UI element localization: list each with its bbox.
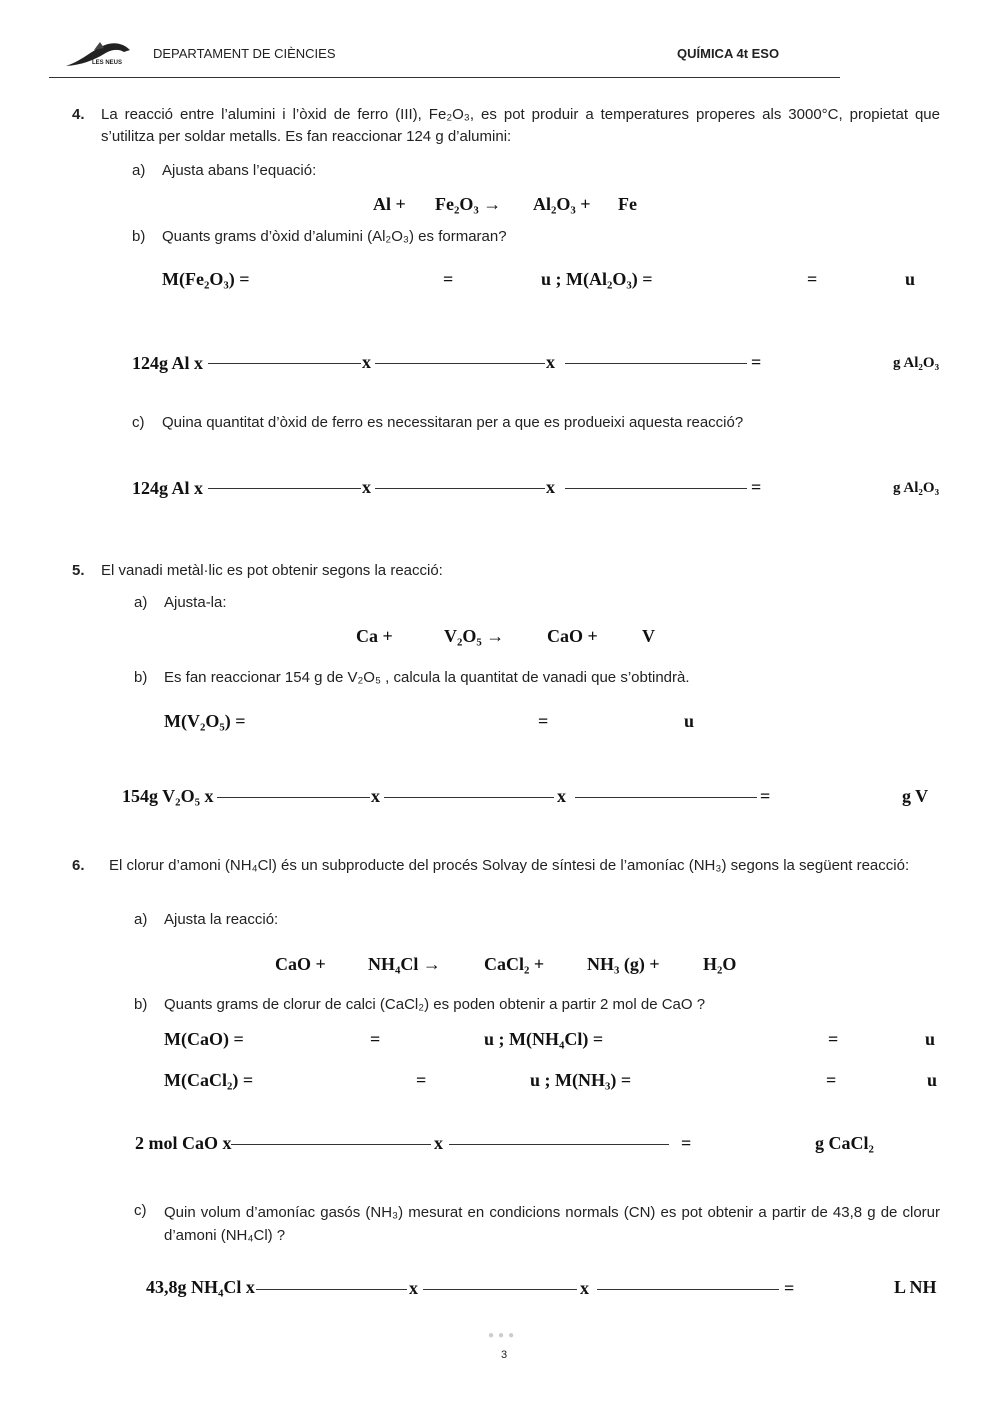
q4c-blank-1[interactable] [208, 488, 361, 489]
q4c-times-2: x [546, 477, 555, 497]
q5b-marker: b) [134, 669, 148, 686]
q4c-blank-2[interactable] [375, 488, 545, 489]
q4b-equals: = [751, 352, 762, 372]
q6c-times-2: x [580, 1278, 589, 1298]
q5-number: 5. [72, 562, 85, 579]
course-name: QUÍMICA 4t ESO [677, 46, 780, 61]
q6b-blank-1[interactable] [231, 1144, 431, 1145]
q4-molar-mass-2: u ; M(Al₂O₃) = [541, 269, 653, 289]
q4-intro: La reacció entre l’alumini i l’òxid de ferro (III), Fe₂O₃, es pot produir a temperatures properes als 3000°C, propietat que s’utilitza per soldar metalls. Es fan reaccionar 124 g d’alumini: [101, 106, 940, 145]
q6-molar2-mass-2: u ; M(NH₃) = [530, 1070, 632, 1090]
q5a-marker: a) [134, 594, 148, 611]
q4c-text: Quina quantitat d’òxid de ferro es necessitaran per a que es produeixi aquesta reacció? [162, 414, 744, 431]
q4c-equals: = [751, 477, 762, 497]
q4-molar-unit: u [905, 269, 916, 289]
q4b-blank-2[interactable] [375, 363, 545, 364]
q4c-times-1: x [362, 477, 371, 497]
department-name: DEPARTAMENT DE CIÈNCIES [153, 46, 336, 61]
more-dots-icon[interactable]: ●●● [488, 1330, 519, 1341]
q6c-times-1: x [409, 1278, 418, 1298]
q6b-blank-2[interactable] [449, 1144, 669, 1145]
q4-eq-term: Al + [373, 194, 406, 214]
q4-eq-term: Al₂O₃ + [533, 194, 591, 214]
q6b-calc-start: 2 mol CaO x [135, 1133, 232, 1153]
q6-eq-term: CaCl₂ + [484, 954, 545, 974]
q5-molar-mass: M(V₂O₅) = [164, 711, 246, 731]
q4a-text: Ajusta abans l’equació: [162, 162, 317, 179]
q6b-equals: = [681, 1133, 692, 1153]
q5-eq-term: Ca + [356, 626, 393, 646]
q6-molar2-equals: = [416, 1070, 427, 1090]
q4b-calc-start: 124g Al x [132, 353, 204, 373]
q4-molar-mass-1: M(Fe₂O₃) = [162, 269, 250, 289]
q5-calc-start: 154g V₂O₅ x [122, 786, 214, 806]
q6-molar2-mass: M(CaCl₂) = [164, 1070, 254, 1090]
q6c-blank-1[interactable] [256, 1289, 407, 1290]
q4b-times-2: x [546, 352, 555, 372]
q6-eq-term: H₂O [703, 954, 737, 974]
q6c-result-unit: L NH [894, 1277, 937, 1297]
q4c-calc-start: 124g Al x [132, 478, 204, 498]
q6a-marker: a) [134, 911, 148, 928]
q6c-blank-2[interactable] [423, 1289, 577, 1290]
q6-eq-term: NH₃ (g) + [587, 954, 660, 974]
q5-intro: El vanadi metàl·lic es pot obtenir segons la reacció: [101, 562, 443, 579]
q4b-times-1: x [362, 352, 371, 372]
q6-eq-term: CaO + [275, 954, 326, 974]
q4c-result-unit: g Al₂O₃ [893, 480, 940, 496]
logo-text: LES NEUS [92, 60, 123, 66]
q6c-text: Quin volum d’amoníac gasós (NH₃) mesurat en condicions normals (CN) es pot obtenir a partir de 43,8 g de clorur d’amoni (NH₄Cl) ? [164, 1204, 940, 1244]
header-divider [49, 77, 840, 78]
q5-times-2: x [557, 786, 566, 806]
q6b-text: Quants grams de clorur de calci (CaCl₂) es poden obtenir a partir 2 mol de CaO ? [164, 996, 706, 1013]
q6-molar1-equals-2: = [828, 1029, 839, 1049]
q5-molar-equals: = [538, 711, 549, 731]
q5-molar-unit: u [684, 711, 695, 731]
q6-molar2-unit: u [927, 1070, 938, 1090]
q4b-blank-3[interactable] [565, 363, 747, 364]
q6b-times-1: x [434, 1133, 443, 1153]
q4b-result-unit: g Al₂O₃ [893, 355, 940, 371]
page-number: 3 [501, 1349, 508, 1361]
q6-molar1-equals: = [370, 1029, 381, 1049]
q4-molar-equals-2: = [807, 269, 818, 289]
q4b-marker: b) [132, 228, 146, 245]
q5-equals: = [760, 786, 771, 806]
q5a-text: Ajusta-la: [164, 594, 227, 611]
q5-result-unit: g V [902, 786, 929, 806]
q4-eq-term: Fe [618, 194, 637, 214]
q4c-marker: c) [132, 414, 145, 431]
q5-blank-3[interactable] [575, 797, 757, 798]
q6-number: 6. [72, 857, 85, 874]
q6b-marker: b) [134, 996, 148, 1013]
q6-eq-term: NH₄Cl → [368, 954, 441, 974]
q6a-text: Ajusta la reacció: [164, 911, 279, 928]
q6-molar1-mass-2: u ; M(NH₄Cl) = [484, 1029, 604, 1049]
q5-blank-1[interactable] [217, 797, 370, 798]
q6-molar1-unit: u [925, 1029, 936, 1049]
q4-molar-equals-1: = [443, 269, 454, 289]
q6b-result-unit: g CaCl₂ [815, 1133, 874, 1153]
q5b-text: Es fan reaccionar 154 g de V₂O₅ , calcula la quantitat de vanadi que s’obtindrà. [164, 669, 690, 686]
q6c-blank-3[interactable] [597, 1289, 779, 1290]
q5-times-1: x [371, 786, 380, 806]
q4-eq-term: Fe₂O₃ → [435, 194, 502, 214]
q6c-marker: c) [134, 1202, 147, 1219]
q6-molar1-mass: M(CaO) = [164, 1029, 244, 1049]
q5-eq-term: V₂O₅ → [444, 626, 505, 646]
q6c-equals: = [784, 1278, 795, 1298]
q4b-text: Quants grams d’òxid d’alumini (Al₂O₃) es formaran? [162, 228, 507, 245]
q4c-blank-3[interactable] [565, 488, 747, 489]
q4a-marker: a) [132, 162, 146, 179]
q5-eq-term: CaO + [547, 626, 598, 646]
q6-molar2-equals-2: = [826, 1070, 837, 1090]
q6-intro: El clorur d’amoni (NH₄Cl) és un subproducte del procés Solvay de síntesi de l’amoníac (NH₃) segons la següent reacció: [109, 857, 910, 874]
q4-number: 4. [72, 106, 85, 123]
q6c-calc-start: 43,8g NH₄Cl x [146, 1277, 255, 1297]
q4b-blank-1[interactable] [208, 363, 361, 364]
q5-blank-2[interactable] [384, 797, 554, 798]
q5-eq-term: V [642, 626, 655, 646]
